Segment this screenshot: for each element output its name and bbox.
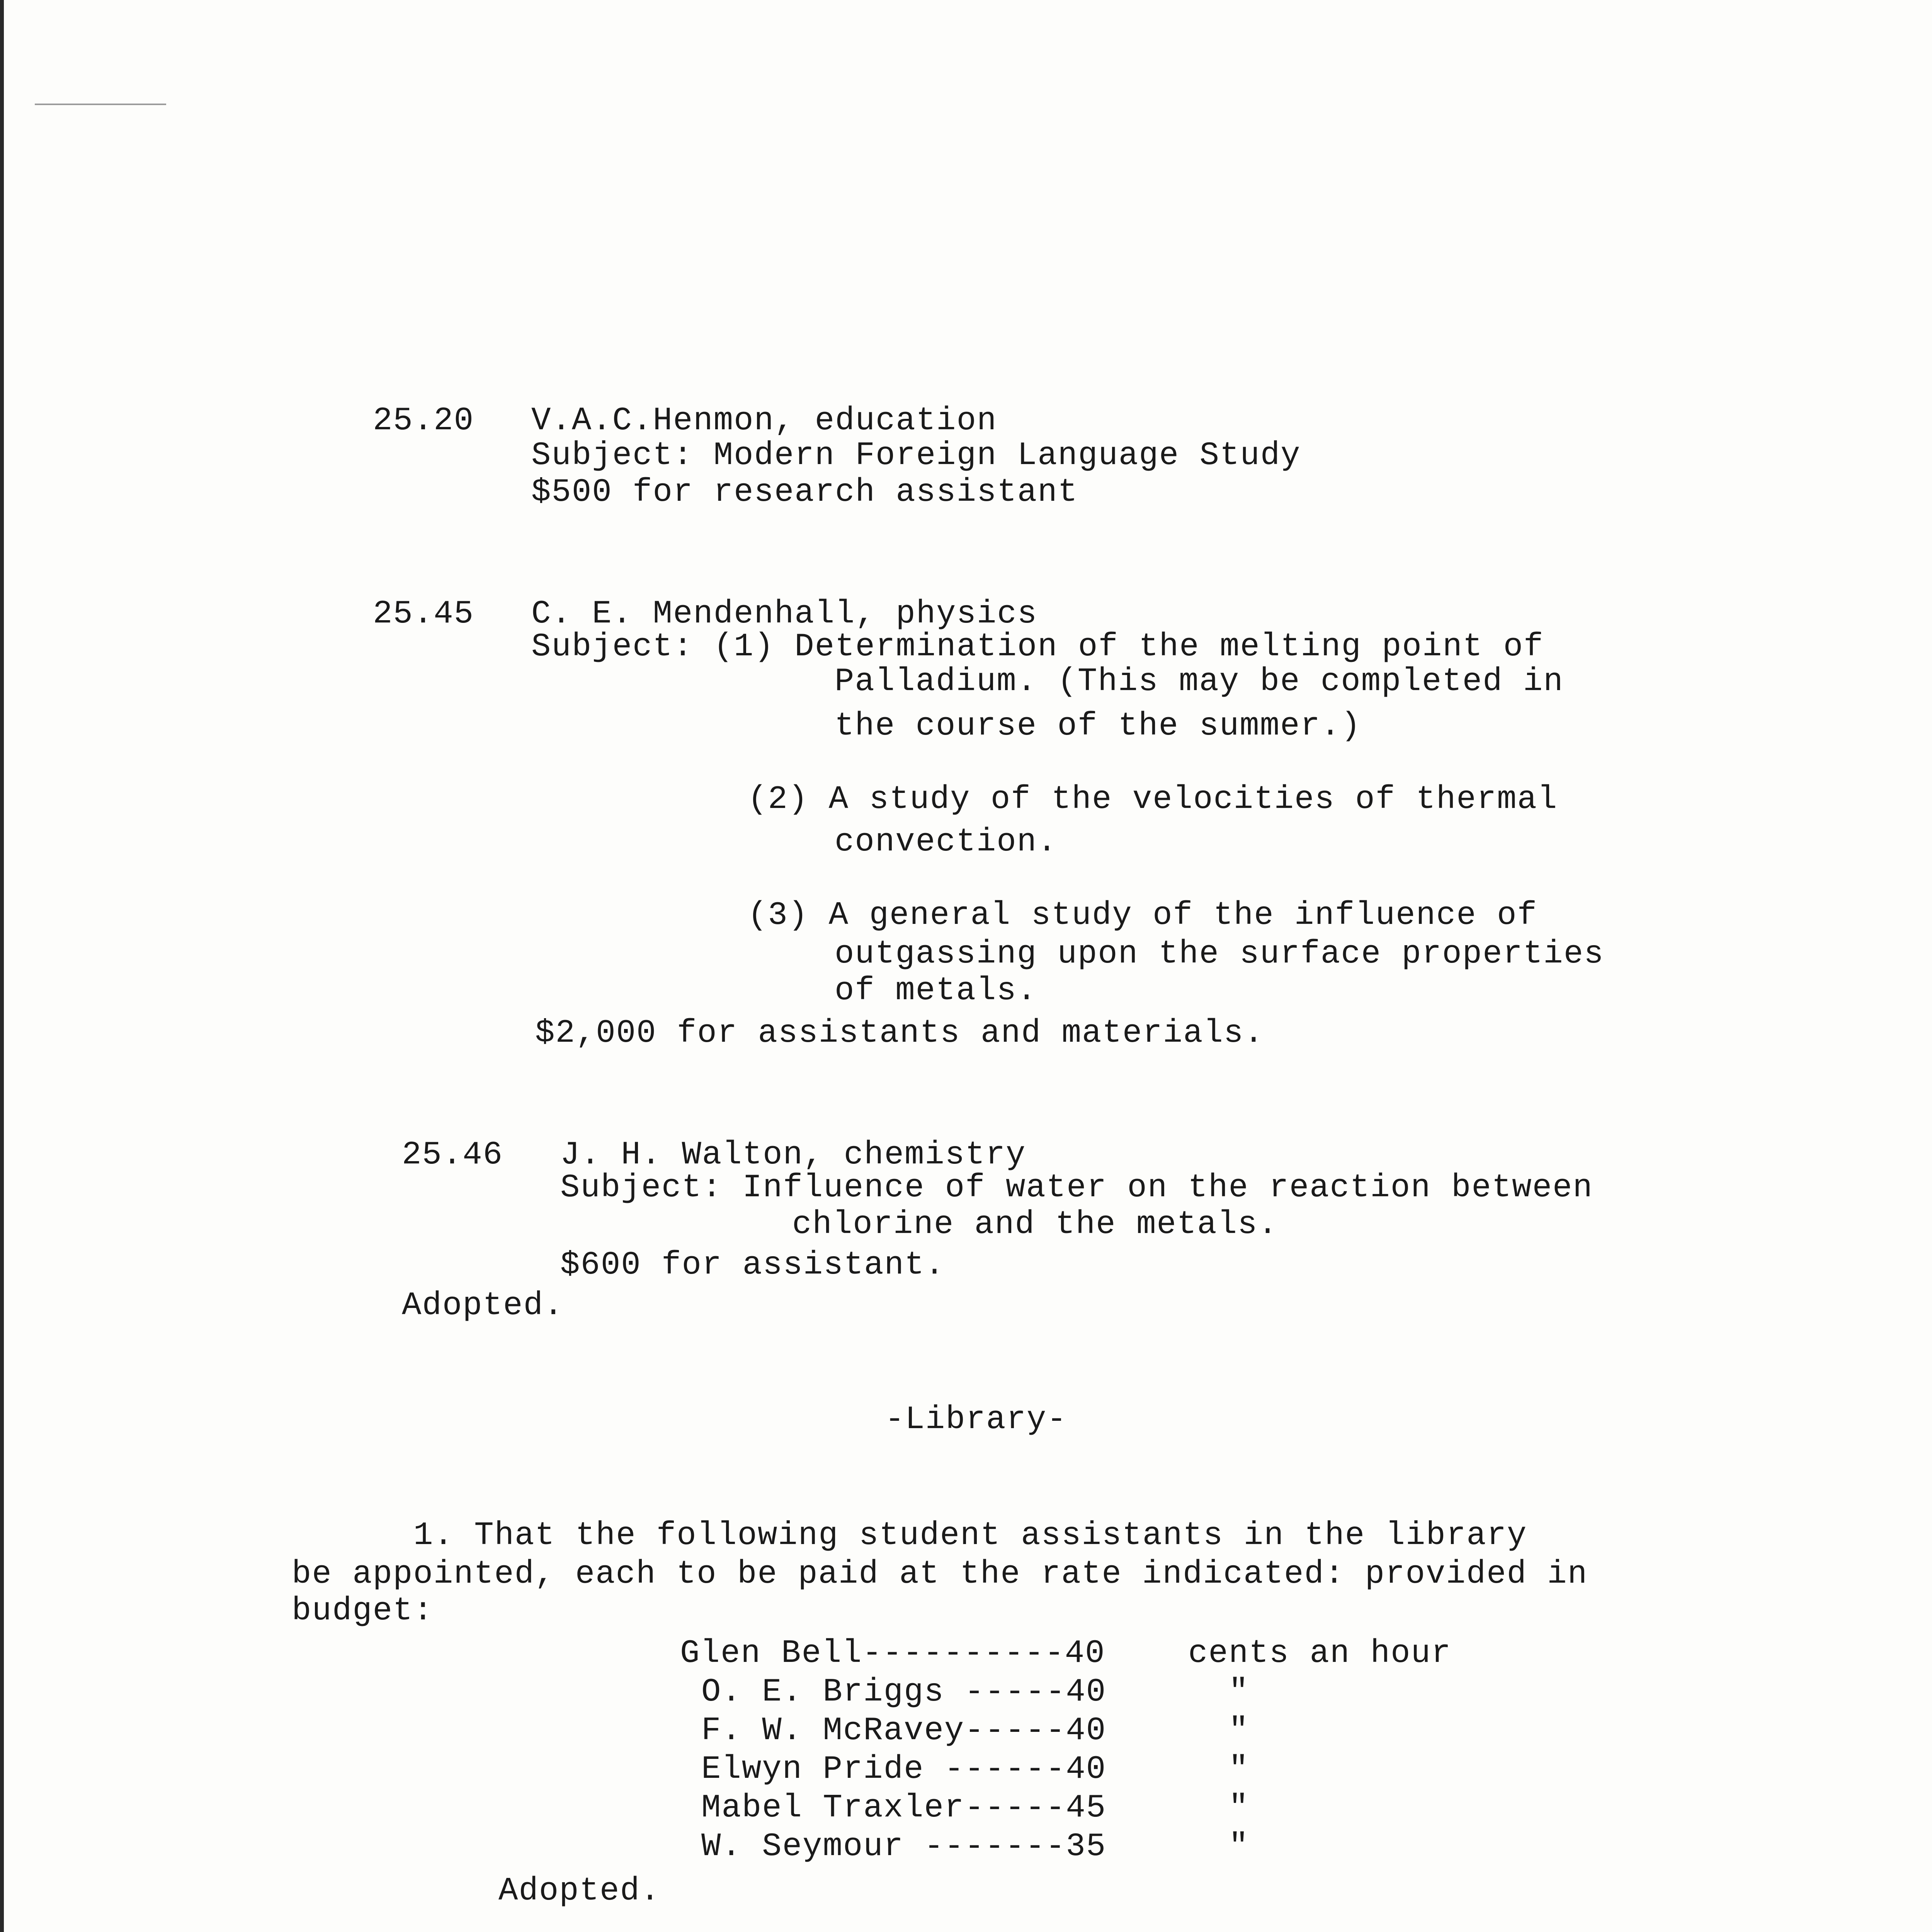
section-heading-library: -Library- [885, 1401, 1067, 1438]
scan-edge-left [0, 0, 4, 1932]
grant-name: C. E. Mendenhall, physics [531, 596, 1038, 633]
grant-subject: of metals. [835, 973, 1037, 1009]
grant-subject: convection. [835, 824, 1058, 861]
ditto-mark: " [1229, 1713, 1249, 1749]
ditto-mark: " [1229, 1828, 1249, 1865]
assistant-entry: Mabel Traxler-----45 [701, 1790, 1107, 1827]
assistant-rate-unit: cents an hour [1188, 1635, 1452, 1672]
assistant-entry: F. W. McRavey-----40 [701, 1713, 1107, 1749]
grant-subject: Subject: Modern Foreign Language Study [531, 437, 1301, 474]
paragraph-line: be appointed, each to be paid at the rate indicated: provided in [292, 1556, 1588, 1593]
grant-subject: (2) A study of the velocities of thermal [748, 781, 1558, 818]
grant-subject: Palladium. (This may be completed in [835, 663, 1564, 700]
assistant-entry: Glen Bell----------40 [680, 1635, 1105, 1672]
grant-number: 25.45 [373, 596, 474, 633]
adopted-note: Adopted. [498, 1873, 661, 1910]
adopted-note: Adopted. [402, 1287, 564, 1324]
grant-subject: outgassing upon the surface properties [835, 936, 1604, 973]
assistant-entry: W. Seymour -------35 [701, 1828, 1107, 1865]
paragraph-line: 1. That the following student assistants in the library [413, 1517, 1527, 1554]
grant-number: 25.20 [373, 403, 474, 439]
grant-amount: $2,000 for assistants and materials. [535, 1015, 1264, 1052]
grant-name: J. H. Walton, chemistry [560, 1137, 1026, 1173]
grant-name: V.A.C.Henmon, education [531, 403, 997, 439]
grant-subject: chlorine and the metals. [792, 1206, 1278, 1243]
grant-number: 25.46 [402, 1137, 503, 1173]
grant-subject: the course of the summer.) [835, 708, 1361, 745]
ditto-mark: " [1229, 1790, 1249, 1827]
ditto-mark: " [1229, 1751, 1249, 1788]
grant-subject: (3) A general study of the influence of [748, 897, 1537, 934]
top-rule [35, 104, 166, 105]
assistant-entry: Elwyn Pride ------40 [701, 1751, 1107, 1788]
grant-subject: Subject: (1) Determination of the melting point of [531, 629, 1544, 665]
assistant-entry: O. E. Briggs -----40 [701, 1674, 1107, 1711]
grant-amount: $500 for research assistant [531, 474, 1078, 511]
grant-amount: $600 for assistant. [560, 1247, 945, 1284]
ditto-mark: " [1229, 1674, 1249, 1711]
paragraph-line: budget: [292, 1593, 434, 1629]
grant-subject: Subject: Influence of water on the reaction between [560, 1170, 1593, 1206]
